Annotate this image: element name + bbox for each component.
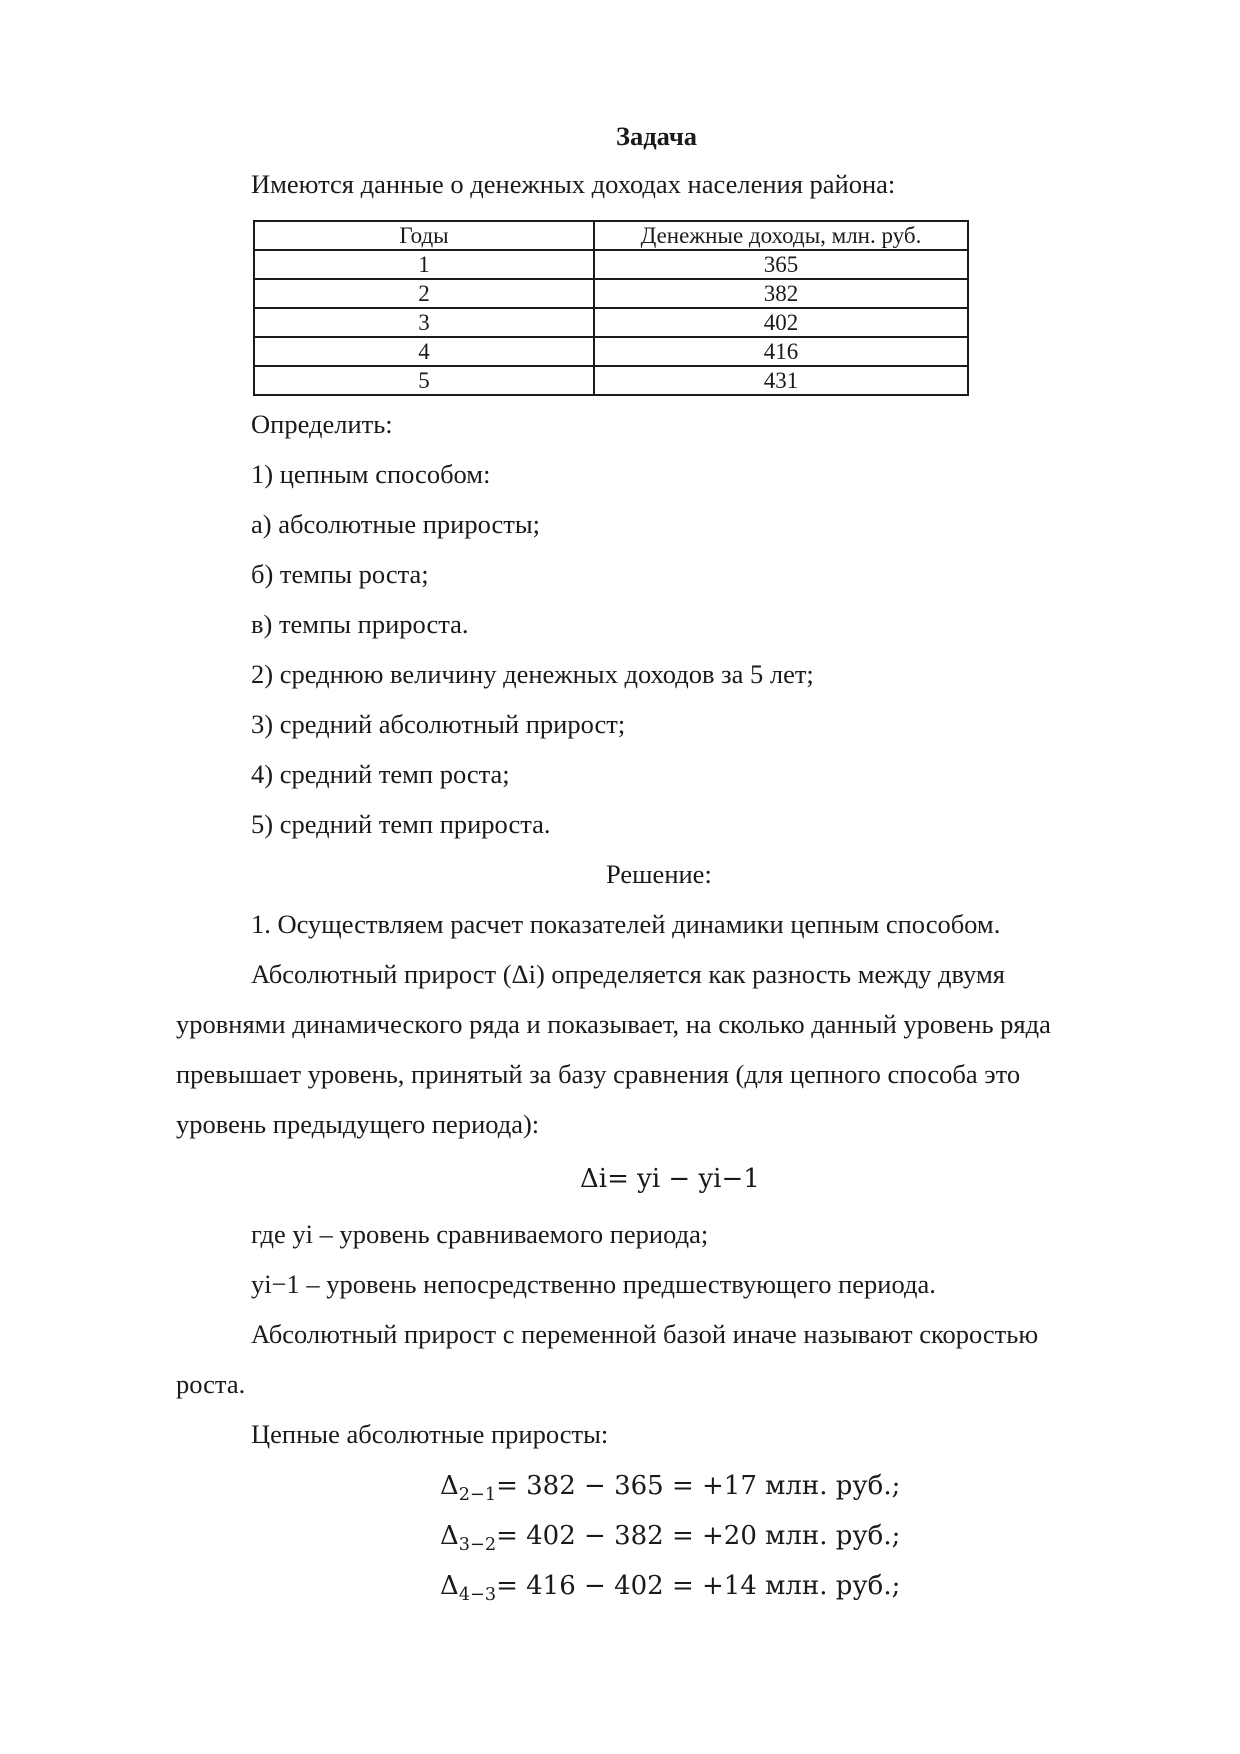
task-item: в) темпы прироста. — [251, 609, 469, 639]
formula-absolute-growth: Δi= yi − yi−1 — [580, 1164, 760, 1194]
task-heading: Определить: — [251, 409, 393, 439]
table-row — [254, 366, 968, 395]
income-table — [253, 220, 969, 396]
cell-year: 2 — [254, 279, 594, 308]
delta-symbol: Δ — [440, 1471, 459, 1501]
paragraph-line: превышает уровень, принятый за базу сравнения (для цепного способа это — [176, 1059, 1021, 1089]
cell-income: 402 — [594, 308, 968, 337]
cell-year: 3 — [254, 308, 594, 337]
paragraph-line: роста. — [176, 1369, 246, 1399]
cell-income: 416 — [594, 337, 968, 366]
paragraph-line: Абсолютный прирост с переменной базой иначе называют скоростью — [251, 1319, 1039, 1349]
chain-expression: = 416 − 402 = +14 млн. руб.; — [496, 1571, 901, 1601]
table-row — [254, 337, 968, 366]
table-row — [254, 308, 968, 337]
where-line-1: где yi – уровень сравниваемого периода; — [251, 1219, 709, 1249]
task-item: 1) цепным способом: — [251, 459, 491, 489]
task-item: 2) среднюю величину денежных доходов за 5 лет; — [251, 659, 814, 689]
task-item: 4) средний темп роста; — [251, 759, 510, 789]
paragraph-line: уровень предыдущего периода): — [176, 1109, 540, 1139]
cell-year: 1 — [254, 250, 594, 279]
column-header-years: Годы — [254, 221, 594, 250]
task-item: 3) средний абсолютный прирост; — [251, 709, 626, 739]
cell-income: 382 — [594, 279, 968, 308]
where-line-2: yi−1 – уровень непосредственно предшествующего периода. — [251, 1269, 936, 1299]
document-title: Задача — [616, 121, 698, 151]
task-item: 5) средний темп прироста. — [251, 809, 551, 839]
table-row — [254, 279, 968, 308]
delta-subscript: 2−1 — [458, 1485, 497, 1506]
solution-heading: Решение: — [606, 859, 712, 889]
delta-symbol: Δ — [440, 1571, 459, 1601]
column-header-income: Денежные доходы, млн. руб. — [594, 221, 968, 250]
chain-heading: Цепные абсолютные приросты: — [251, 1419, 609, 1449]
chain-expression: = 402 − 382 = +20 млн. руб.; — [496, 1521, 901, 1551]
table-row — [254, 250, 968, 279]
paragraph-line: уровнями динамического ряда и показывает, на сколько данный уровень ряда — [176, 1009, 1051, 1039]
delta-subscript: 3−2 — [458, 1535, 497, 1556]
chain-formula — [440, 1470, 901, 1506]
intro-text: Имеются данные о денежных доходах населения района: — [251, 169, 896, 199]
cell-year: 5 — [254, 366, 594, 395]
chain-expression: = 382 − 365 = +17 млн. руб.; — [496, 1471, 901, 1501]
paragraph-line-text: Абсолютный прирост (Δi) определяется как разность между двумя — [251, 959, 1005, 989]
delta-symbol: Δ — [440, 1521, 459, 1551]
table-header-row — [254, 221, 968, 250]
paragraph-line — [251, 958, 1151, 990]
delta-subscript: 4−3 — [458, 1585, 497, 1606]
solution-step-1: 1. Осуществляем расчет показателей динамики цепным способом. — [251, 909, 1001, 939]
cell-income: 365 — [594, 250, 968, 279]
cell-income: 431 — [594, 366, 968, 395]
task-item: а) абсолютные приросты; — [251, 509, 541, 539]
chain-formula — [440, 1520, 901, 1556]
task-item: б) темпы роста; — [251, 559, 429, 589]
cell-year: 4 — [254, 337, 594, 366]
chain-formula — [440, 1570, 901, 1606]
